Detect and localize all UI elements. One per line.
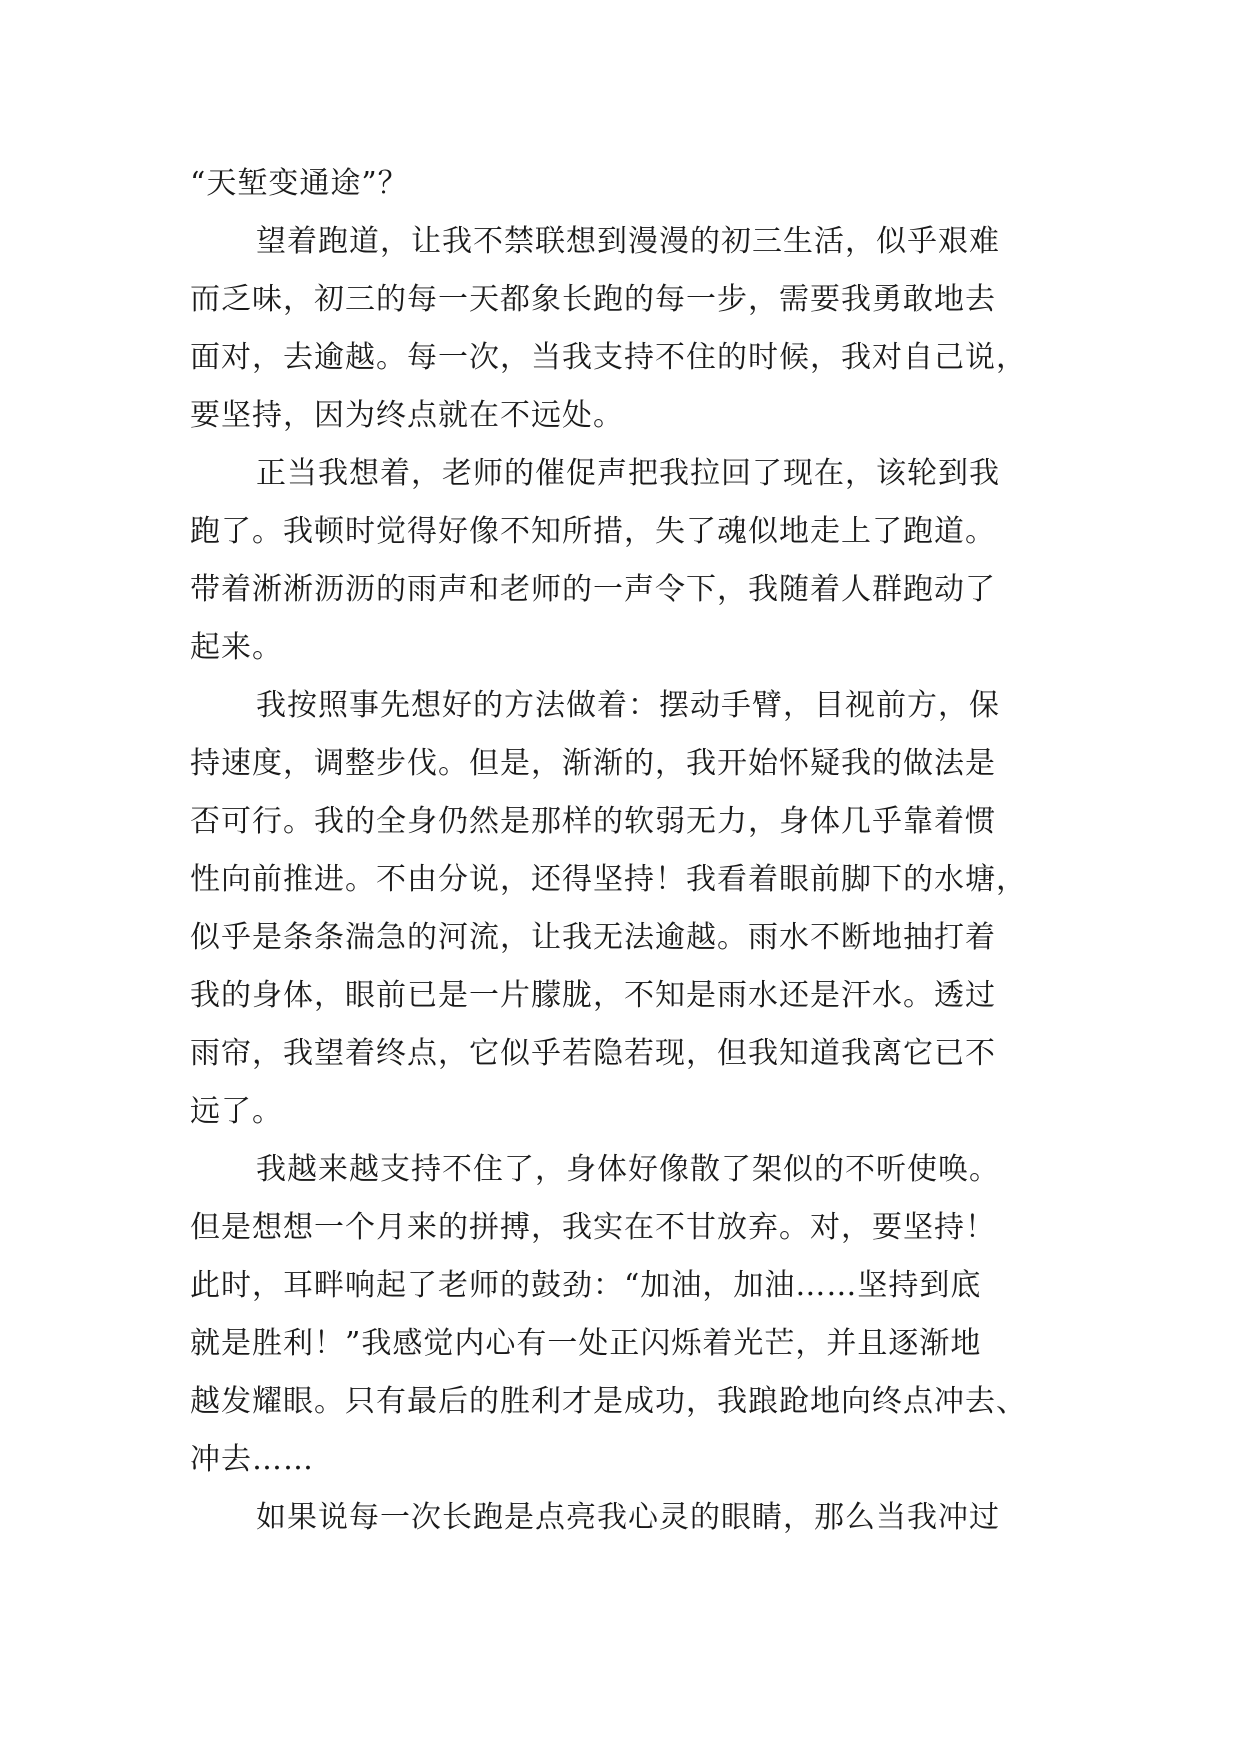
text-line: 性向前推进。不由分说，还得坚持！我看着眼前脚下的水塘， bbox=[190, 862, 1027, 897]
text-line: 跑了。我顿时觉得好像不知所措，失了魂似地走上了跑道。 bbox=[190, 514, 996, 549]
text-line: 我越来越支持不住了，身体好像散了架似的不听使唤。 bbox=[256, 1152, 1000, 1187]
text-line: 起来。 bbox=[190, 630, 283, 665]
text-line: 冲去…… bbox=[190, 1442, 314, 1477]
text-line: 而乏味，初三的每一天都象长跑的每一步，需要我勇敢地去 bbox=[190, 282, 996, 317]
text-line: 但是想想一个月来的拼搏，我实在不甘放弃。对，要坚持！ bbox=[190, 1210, 996, 1245]
text-line: 持速度，调整步伐。但是，渐渐的，我开始怀疑我的做法是 bbox=[190, 746, 996, 781]
text-line: 似乎是条条湍急的河流，让我无法逾越。雨水不断地抽打着 bbox=[190, 920, 996, 955]
text-line: 面对，去逾越。每一次，当我支持不住的时候，我对自己说， bbox=[190, 340, 1027, 375]
text-line: “天堑变通途”？ bbox=[190, 166, 409, 201]
text-line: 我的身体，眼前已是一片朦胧，不知是雨水还是汗水。透过 bbox=[190, 978, 996, 1013]
text-line: 正当我想着，老师的催促声把我拉回了现在，该轮到我 bbox=[256, 456, 1000, 491]
document-body bbox=[190, 155, 1050, 1547]
text-line: 远了。 bbox=[190, 1094, 283, 1129]
text-line: 带着淅淅沥沥的雨声和老师的一声令下，我随着人群跑动了 bbox=[190, 572, 996, 607]
text-line: 我按照事先想好的方法做着：摆动手臂，目视前方，保 bbox=[256, 688, 1000, 723]
text-line: 此时，耳畔响起了老师的鼓劲：“加油，加油……坚持到底 bbox=[190, 1268, 982, 1303]
text-line: 雨帘，我望着终点，它似乎若隐若现，但我知道我离它已不 bbox=[190, 1036, 996, 1071]
text-line: 越发耀眼。只有最后的胜利才是成功，我踉跄地向终点冲去、 bbox=[190, 1384, 1027, 1419]
text-line: 就是胜利！”我感觉内心有一处正闪烁着光芒，并且逐渐地 bbox=[190, 1326, 982, 1361]
text-line: 要坚持，因为终点就在不远处。 bbox=[190, 398, 624, 433]
text-line: 如果说每一次长跑是点亮我心灵的眼睛，那么当我冲过 bbox=[256, 1500, 1000, 1535]
text-line: 否可行。我的全身仍然是那样的软弱无力，身体几乎靠着惯 bbox=[190, 804, 996, 839]
text-line: 望着跑道，让我不禁联想到漫漫的初三生活，似乎艰难 bbox=[256, 224, 1000, 259]
